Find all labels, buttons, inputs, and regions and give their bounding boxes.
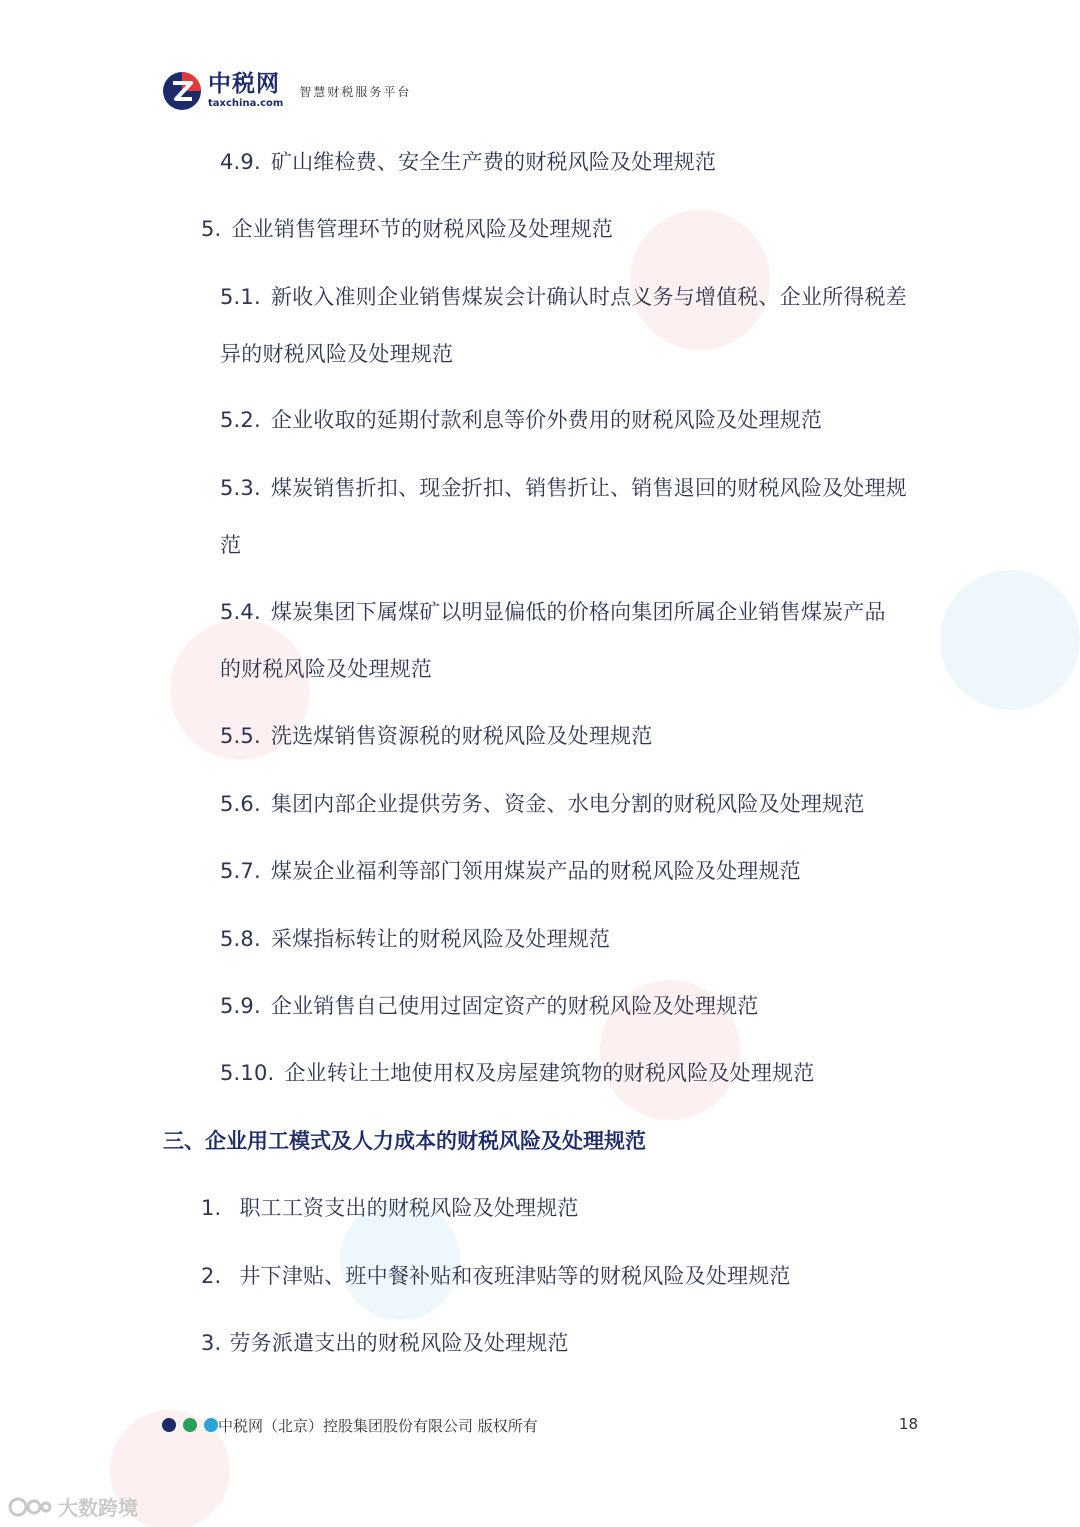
copyright-text: 中税网（北京）控股集团股份有限公司 版权所有: [218, 1416, 538, 1435]
slogan: 智慧财税服务平台: [299, 84, 412, 99]
brand-header: [162, 68, 411, 114]
toc-item-5-9: 5.9. 企业销售自己使用过固定资产的财税风险及处理规范: [220, 994, 759, 1018]
toc-item-3-2: 2. 井下津贴、班中餐补贴和夜班津贴等的财税风险及处理规范: [201, 1264, 791, 1288]
source-watermark: [8, 1492, 138, 1521]
logo-domain: taxchina.com: [208, 98, 284, 109]
footer-dot-green: [183, 1418, 197, 1432]
toc-item-5-1-cont: 异的财税风险及处理规范: [220, 342, 454, 366]
toc-item-5-4: 5.4. 煤炭集团下属煤矿以明显偏低的价格向集团所属企业销售煤炭产品: [220, 600, 886, 624]
taxchina-logo-icon: [162, 71, 202, 111]
toc-item-5-6: 5.6. 集团内部企业提供劳务、资金、水电分割的财税风险及处理规范: [220, 792, 865, 816]
toc-item-5: 5. 企业销售管理环节的财税风险及处理规范: [201, 217, 614, 241]
source-name: 大数跨境: [58, 1496, 138, 1520]
toc-item-3-1: 1. 职工工资支出的财税风险及处理规范: [201, 1196, 579, 1220]
footer-dot-blue: [204, 1418, 218, 1432]
toc-item-5-4-cont: 的财税风险及处理规范: [220, 657, 432, 681]
toc-item-5-1: 5.1. 新收入准则企业销售煤炭会计确认时点义务与增值税、企业所得税差: [220, 285, 907, 309]
page-number: 18: [898, 1415, 918, 1433]
toc-item-5-3: 5.3. 煤炭销售折扣、现金折扣、销售折让、销售退回的财税风险及处理规: [220, 476, 907, 500]
section-3-title: 三、企业用工模式及人力成本的财税风险及处理规范: [163, 1129, 646, 1153]
toc-item-5-3-cont: 范: [220, 533, 242, 557]
page-footer: [162, 1413, 918, 1437]
toc-item-5-2: 5.2. 企业收取的延期付款利息等价外费用的财税风险及处理规范: [220, 408, 823, 432]
toc-item-4-9: 4.9. 矿山维检费、安全生产费的财税风险及处理规范: [220, 150, 717, 174]
toc-item-3-3: 3. 劳务派遣支出的财税风险及处理规范: [201, 1331, 569, 1355]
logo-name: 中税网: [208, 71, 280, 97]
footer-dot-navy: [162, 1418, 176, 1432]
toc-item-5-5: 5.5. 洗选煤销售资源税的财税风险及处理规范: [220, 724, 653, 748]
toc-item-5-10: 5.10. 企业转让土地使用权及房屋建筑物的财税风险及处理规范: [220, 1061, 815, 1085]
toc-item-5-7: 5.7. 煤炭企业福利等部门领用煤炭产品的财税风险及处理规范: [220, 859, 801, 883]
source-logo-icon: [8, 1496, 52, 1518]
toc-item-5-8: 5.8. 采煤指标转让的财税风险及处理规范: [220, 927, 611, 951]
